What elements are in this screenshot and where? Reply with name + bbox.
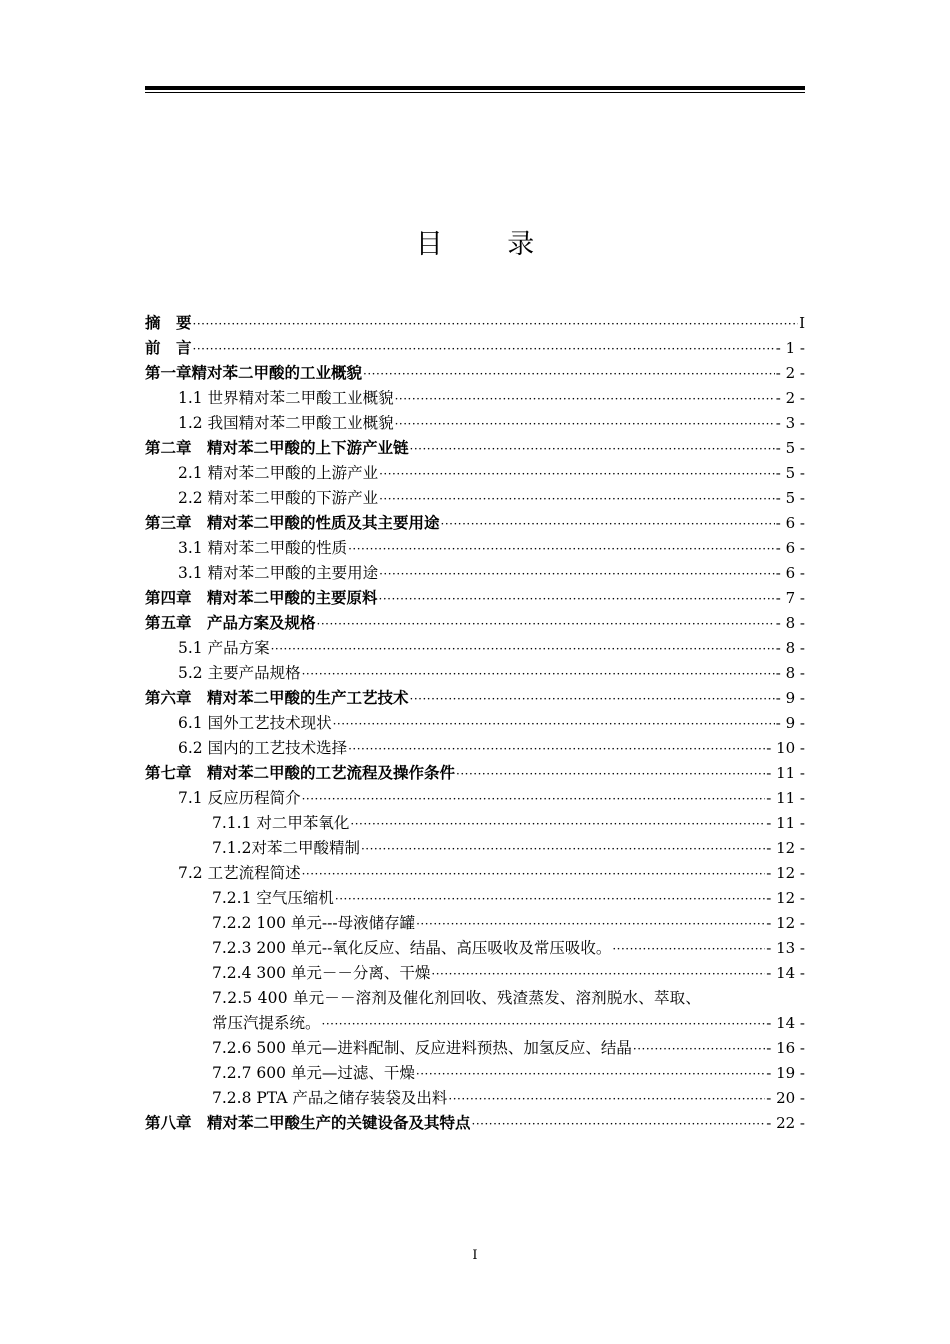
toc-entry-page: - 8 - — [775, 614, 805, 632]
toc-entry-page: I — [799, 314, 805, 332]
toc-entry-label: 第七章 精对苯二甲酸的工艺流程及操作条件 — [145, 764, 456, 782]
toc-entry[interactable] — [145, 886, 805, 911]
toc-entry[interactable] — [145, 336, 805, 361]
toc-entry-label: 摘 要 — [145, 314, 192, 332]
toc-entry[interactable] — [145, 1061, 805, 1086]
toc-entry-label: 7.2.8 PTA 产品之储存装袋及出料 — [212, 1089, 448, 1107]
toc-entry-label: 7.2.5 400 单元－－溶剂及催化剂回收、残渣蒸发、溶剂脱水、萃取、 — [212, 989, 702, 1007]
toc-leader-dots — [431, 962, 765, 987]
toc-leader-dots — [302, 662, 775, 687]
toc-leader-dots — [472, 1112, 766, 1137]
header-rule-thin — [145, 92, 805, 93]
toc-entry-page: - 8 - — [775, 639, 805, 657]
page-title: 目 录 — [415, 229, 563, 260]
toc-entry[interactable] — [145, 436, 805, 461]
toc-leader-dots — [448, 1087, 765, 1112]
toc-entry[interactable] — [145, 386, 805, 411]
toc-entry[interactable] — [145, 711, 805, 736]
toc-entry-page: - 5 - — [775, 489, 805, 507]
toc-entry[interactable] — [145, 861, 805, 886]
toc-entry[interactable] — [145, 811, 805, 836]
toc-leader-dots — [379, 562, 775, 587]
toc-entry[interactable] — [145, 611, 805, 636]
toc-entry-page: - 12 - — [766, 864, 805, 882]
toc-leader-dots — [633, 1037, 765, 1062]
toc-leader-dots — [333, 712, 775, 737]
toc-entry[interactable] — [145, 986, 805, 1011]
toc-entry-page: - 16 - — [766, 1039, 805, 1057]
toc-entry-label: 常压汽提系统。 — [212, 1014, 321, 1032]
toc-entry-page: - 11 - — [766, 789, 805, 807]
toc-entry-label: 7.2.7 600 单元—过滤、干燥 — [212, 1064, 415, 1082]
toc-entry-page: - 14 - — [766, 964, 805, 982]
toc-leader-dots — [441, 512, 775, 537]
toc-entry[interactable] — [145, 586, 805, 611]
toc-leader-dots — [271, 637, 775, 662]
toc-entry-label: 第五章 产品方案及规格 — [145, 614, 316, 632]
toc-entry-label: 7.1.2对苯二甲酸精制 — [212, 839, 360, 857]
toc-entry[interactable] — [145, 486, 805, 511]
toc-entry-page: - 2 - — [775, 364, 805, 382]
toc-entry-label: 6.1 国外工艺技术现状 — [178, 714, 332, 732]
toc-entry-label: 7.1 反应历程简介 — [178, 789, 301, 807]
toc-leader-dots — [379, 587, 775, 612]
toc-entry[interactable] — [145, 1011, 805, 1036]
header-rule-thick — [145, 86, 805, 90]
toc-entry-page: - 8 - — [775, 664, 805, 682]
toc-leader-dots — [348, 537, 775, 562]
toc-entry-label: 7.2.2 100 单元---母液储存罐 — [212, 914, 416, 932]
toc-entry-page: - 12 - — [766, 839, 805, 857]
toc-entry-label: 1.2 我国精对苯二甲酸工业概貌 — [178, 414, 394, 432]
toc-leader-dots — [302, 862, 766, 887]
table-of-contents — [145, 311, 805, 1136]
toc-entry[interactable] — [145, 1086, 805, 1111]
toc-entry[interactable] — [145, 511, 805, 536]
toc-entry[interactable] — [145, 936, 805, 961]
toc-leader-dots — [322, 1012, 766, 1037]
toc-entry-page: - 11 - — [766, 764, 805, 782]
toc-leader-dots — [416, 912, 765, 937]
toc-leader-dots — [348, 737, 765, 762]
toc-entry-page: - 12 - — [766, 914, 805, 932]
toc-entry-label: 2.2 精对苯二甲酸的下游产业 — [178, 489, 379, 507]
toc-entry[interactable] — [145, 461, 805, 486]
toc-entry[interactable] — [145, 311, 805, 336]
toc-leader-dots — [612, 937, 765, 962]
toc-entry[interactable] — [145, 961, 805, 986]
toc-entry[interactable] — [145, 661, 805, 686]
toc-entry-label: 7.2.6 500 单元—进料配制、反应进料预热、加氢反应、结晶 — [212, 1039, 632, 1057]
toc-leader-dots — [410, 437, 775, 462]
toc-entry-page: - 3 - — [775, 414, 805, 432]
toc-entry[interactable] — [145, 361, 805, 386]
toc-entry-label: 第八章 精对苯二甲酸生产的关键设备及其特点 — [145, 1114, 471, 1132]
toc-entry-label: 第二章 精对苯二甲酸的上下游产业链 — [145, 439, 409, 457]
toc-leader-dots — [456, 762, 765, 787]
toc-entry-page: - 6 - — [775, 539, 805, 557]
toc-entry-page: - 1 - — [775, 339, 805, 357]
toc-entry-label: 2.1 精对苯二甲酸的上游产业 — [178, 464, 379, 482]
toc-leader-dots — [379, 487, 775, 512]
toc-leader-dots — [335, 887, 765, 912]
toc-entry[interactable] — [145, 911, 805, 936]
toc-leader-dots — [302, 787, 766, 812]
toc-entry-label: 第一章精对苯二甲酸的工业概貌 — [145, 364, 363, 382]
toc-entry[interactable] — [145, 736, 805, 761]
toc-entry-page: - 10 - — [766, 739, 805, 757]
toc-entry[interactable] — [145, 786, 805, 811]
toc-entry-label: 第三章 精对苯二甲酸的性质及其主要用途 — [145, 514, 440, 532]
toc-entry[interactable] — [145, 636, 805, 661]
toc-leader-dots — [350, 812, 765, 837]
toc-entry-page: - 9 - — [775, 689, 805, 707]
page-number-footer: I — [472, 1248, 478, 1263]
toc-entry-page: - 13 - — [766, 939, 805, 957]
toc-leader-dots — [363, 362, 775, 387]
toc-entry-page: - 5 - — [775, 439, 805, 457]
toc-entry-label: 3.1 精对苯二甲酸的主要用途 — [178, 564, 379, 582]
toc-leader-dots — [193, 312, 799, 337]
toc-entry-page: - 19 - — [766, 1064, 805, 1082]
toc-leader-dots — [361, 837, 765, 862]
toc-entry-page: - 20 - — [766, 1089, 805, 1107]
toc-entry-label: 第四章 精对苯二甲酸的主要原料 — [145, 589, 378, 607]
toc-entry-page: - 11 - — [766, 814, 805, 832]
toc-entry-label: 第六章 精对苯二甲酸的生产工艺技术 — [145, 689, 409, 707]
toc-entry[interactable] — [145, 536, 805, 561]
toc-leader-dots — [416, 1062, 765, 1087]
toc-entry-label: 7.2.1 空气压缩机 — [212, 889, 334, 907]
toc-entry-label: 6.2 国内的工艺技术选择 — [178, 739, 348, 757]
toc-leader-dots — [410, 687, 775, 712]
toc-entry-label: 7.2.3 200 单元--氧化反应、结晶、高压吸收及常压吸收。 — [212, 939, 612, 957]
toc-leader-dots — [395, 387, 775, 412]
toc-entry-page: - 14 - — [766, 1014, 805, 1032]
toc-entry-page: - 5 - — [775, 464, 805, 482]
toc-entry[interactable] — [145, 561, 805, 586]
toc-entry[interactable] — [145, 836, 805, 861]
toc-leader-dots — [379, 462, 775, 487]
toc-entry-page: - 9 - — [775, 714, 805, 732]
toc-entry-page: - 22 - — [766, 1114, 805, 1132]
toc-entry-label: 5.1 产品方案 — [178, 639, 270, 657]
toc-entry-label: 7.2.4 300 单元－－分离、干燥 — [212, 964, 431, 982]
toc-entry[interactable] — [145, 761, 805, 786]
toc-entry[interactable] — [145, 686, 805, 711]
toc-entry-page: - 7 - — [775, 589, 805, 607]
toc-entry-label: 7.2 工艺流程简述 — [178, 864, 301, 882]
toc-entry[interactable] — [145, 411, 805, 436]
toc-entry[interactable] — [145, 1111, 805, 1136]
toc-entry-page: - 2 - — [775, 389, 805, 407]
toc-entry-page: - 12 - — [766, 889, 805, 907]
toc-entry-label: 7.1.1 对二甲苯氧化 — [212, 814, 350, 832]
toc-entry-page: - 6 - — [775, 564, 805, 582]
toc-leader-dots — [317, 612, 775, 637]
toc-leader-dots — [193, 337, 775, 362]
toc-entry[interactable] — [145, 1036, 805, 1061]
toc-leader-dots — [395, 412, 775, 437]
toc-entry-label: 1.1 世界精对苯二甲酸工业概貌 — [178, 389, 394, 407]
toc-entry-label: 5.2 主要产品规格 — [178, 664, 301, 682]
toc-entry-page: - 6 - — [775, 514, 805, 532]
toc-entry-label: 前 言 — [145, 339, 192, 357]
toc-entry-label: 3.1 精对苯二甲酸的性质 — [178, 539, 348, 557]
